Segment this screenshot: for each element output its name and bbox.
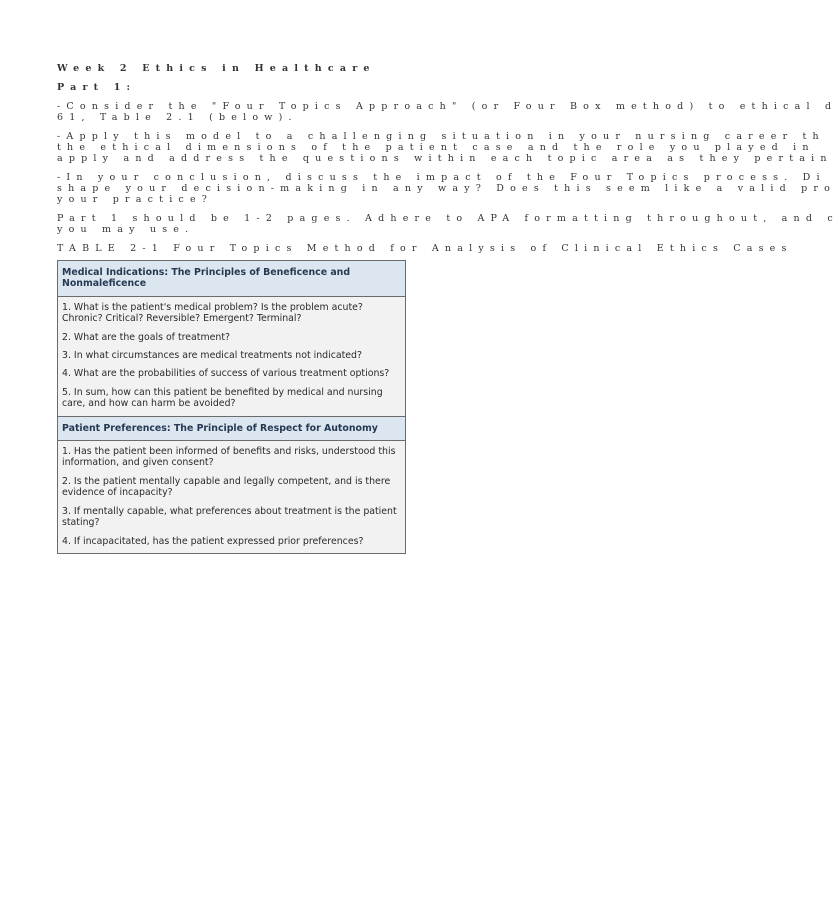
question-item: 1. What is the patient's medical problem? Is the problem acute? Chronic? Critical? Reversible? Emergent? Terminal?	[62, 301, 363, 325]
section-heading-medical-indications: Medical Indications: The Principles of Beneficence and Nonmaleficence	[58, 261, 405, 297]
document-title: Week 2 Ethics in Healthcare	[57, 63, 376, 74]
paragraph-line: 61, Table 2.1 (below).	[57, 112, 298, 123]
paragraph-line: your practice?	[57, 194, 214, 205]
paragraph-line: Part 1 should be 1-2 pages. Adhere to APA formatting throughout, and c	[57, 213, 839, 224]
instruction-paragraph-2	[57, 131, 833, 164]
paragraph-line: shape your decision-making in any way? Does this seem like a valid pro	[57, 183, 837, 194]
paragraph-line: you may use.	[57, 224, 195, 235]
paragraph-line: -Apply this model to a challenging situation in your nursing career th	[57, 131, 825, 142]
question-item: 3. If mentally capable, what preferences about treatment is the patient stating?	[62, 505, 397, 529]
document-page	[57, 63, 839, 554]
four-topics-table	[57, 260, 406, 554]
instruction-paragraph-1	[57, 101, 838, 123]
part-heading: Part 1:	[57, 82, 137, 93]
section-heading-patient-preferences: Patient Preferences: The Principle of Respect for Autonomy	[58, 417, 405, 441]
paragraph-line: -In your conclusion, discuss the impact of the Four Topics process. Di	[57, 172, 826, 183]
question-item: 3. In what circumstances are medical treatments not indicated?	[62, 350, 362, 362]
question-item: 5. In sum, how can this patient be benefited by medical and nursing care, and how can harm be avoided?	[62, 386, 383, 410]
section-body-patient-preferences	[58, 441, 405, 553]
question-item: 1. Has the patient been informed of benefits and risks, understood this information, and given consent?	[62, 446, 396, 469]
paragraph-line: apply and address the questions within each topic area as they pertain	[57, 153, 833, 164]
question-item: 2. Is the patient mentally capable and legally competent, and is there evidence of incapacity?	[62, 475, 391, 499]
section-body-medical-indications	[58, 297, 405, 417]
instruction-paragraph-3	[57, 172, 837, 205]
question-item: 2. What are the goals of treatment?	[62, 331, 230, 343]
paragraph-line: the ethical dimensions of the patient case and the role you played in	[57, 142, 815, 153]
paragraph-line: -Consider the "Four Topics Approach" (or Four Box method) to ethical d	[57, 101, 838, 112]
instruction-paragraph-4	[57, 213, 839, 235]
question-item: 4. If incapacitated, has the patient expressed prior preferences?	[62, 535, 364, 547]
question-item: 4. What are the probabilities of success of various treatment options?	[62, 368, 390, 380]
table-caption: TABLE 2-1 Four Topics Method for Analysis of Clinical Ethics Cases	[57, 243, 793, 254]
